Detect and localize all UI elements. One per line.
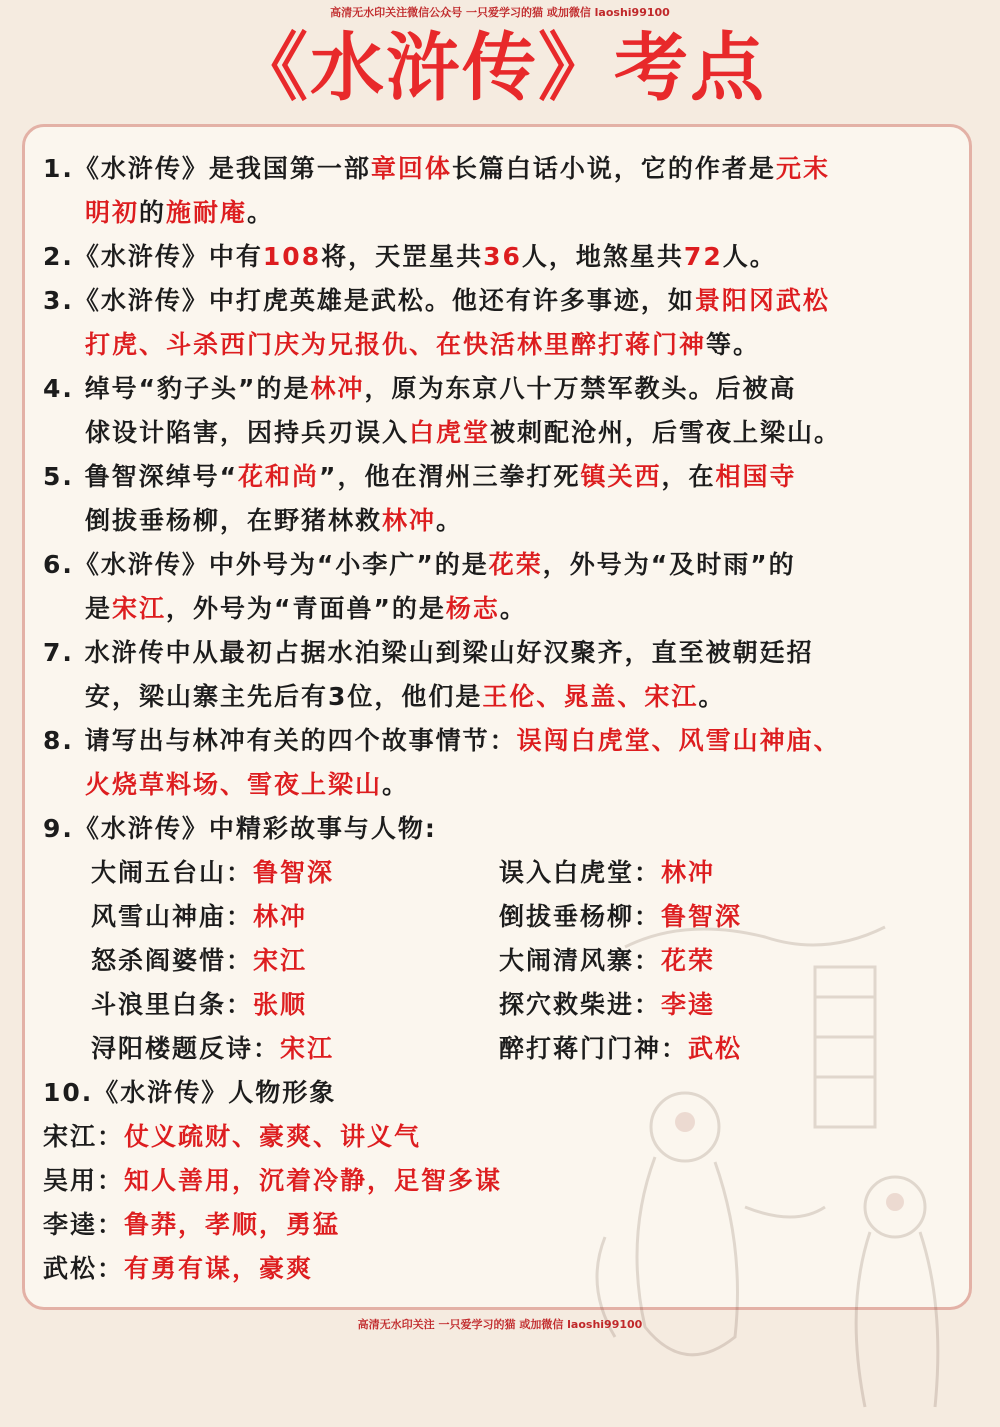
character-name: 李逵：	[43, 1210, 125, 1239]
highlighted-answer: 火烧草料场、雪夜上梁山	[85, 770, 383, 799]
point-text: 。	[499, 594, 527, 623]
story-cell-left	[91, 895, 307, 939]
point-text: 3.《水浒传》中打虎英雄是武松。他还有许多事迹，如	[43, 286, 695, 315]
trait-row	[25, 1159, 975, 1203]
character-name: 吴用：	[43, 1166, 125, 1195]
point-text: 7. 水浒传中从最初占据水泊梁山到梁山好汉聚齐，直至被朝廷招	[43, 638, 814, 667]
highlighted-answer: 元末	[775, 154, 830, 183]
highlighted-answer: 王伦、晁盖、宋江	[482, 682, 699, 711]
story-name: 倒拔垂杨柳：	[499, 902, 662, 931]
character-traits: 知人善用，沉着冷静，足智多谋	[124, 1166, 503, 1195]
highlighted-answer: 花荣	[488, 550, 543, 579]
story-cell-left	[91, 851, 334, 895]
exam-point-line	[25, 323, 975, 367]
story-cell-right	[499, 851, 715, 895]
exam-point-line	[25, 543, 975, 587]
point-text: 1.《水浒传》是我国第一部	[43, 154, 371, 183]
exam-point-item	[25, 367, 975, 455]
story-name: 怒杀阎婆惜：	[91, 946, 254, 975]
point-text: ，外号为“青面兽”的是	[166, 594, 446, 623]
exam-point-line	[25, 631, 975, 675]
point-text: 4. 绰号“豹子头”的是	[43, 374, 311, 403]
point-text: 。	[698, 682, 726, 711]
exam-point-line	[25, 499, 975, 543]
point-text: ，原为东京八十万禁军教头。后被高	[364, 374, 797, 403]
story-person: 武松	[688, 1034, 743, 1063]
exam-point-item	[25, 147, 975, 235]
page-title: 《水浒传》考点	[234, 25, 766, 111]
story-name: 探穴救柴进：	[499, 990, 662, 1019]
exam-point-line	[25, 587, 975, 631]
exam-point-line	[25, 367, 975, 411]
point-text: 5. 鲁智深绰号“	[43, 462, 239, 491]
point-text: 长篇白话小说，它的作者是	[451, 154, 776, 183]
trait-row	[25, 1203, 975, 1247]
story-row	[25, 851, 975, 895]
highlighted-answer: 林冲	[310, 374, 365, 403]
point-text: 被刺配沧州，后雪夜上梁山。	[490, 418, 842, 447]
highlighted-answer: 36	[483, 242, 522, 271]
story-cell-right	[499, 895, 742, 939]
story-person: 李逵	[661, 990, 716, 1019]
story-cell-right	[499, 983, 715, 1027]
traits-heading: 10.《水浒传》人物形象	[43, 1078, 337, 1107]
exam-point-item	[25, 807, 975, 851]
point-text: 2.《水浒传》中有	[43, 242, 263, 271]
story-person: 林冲	[661, 858, 716, 887]
exam-point-line	[25, 719, 975, 763]
exam-point-item	[25, 279, 975, 367]
story-person: 林冲	[253, 902, 308, 931]
exam-point-item	[25, 455, 975, 543]
story-name: 斗浪里白条：	[91, 990, 254, 1019]
character-name: 武松：	[43, 1254, 125, 1283]
stories-table	[25, 851, 975, 1071]
point-text: 。	[382, 770, 410, 799]
story-name: 风雪山神庙：	[91, 902, 254, 931]
story-row	[25, 983, 975, 1027]
exam-points-list	[25, 147, 975, 851]
highlighted-answer: 相国寺	[715, 462, 797, 491]
point-text: 俅设计陷害，因持兵刃误入	[85, 418, 410, 447]
story-cell-left	[91, 983, 307, 1027]
content	[25, 147, 975, 1291]
story-person: 张顺	[253, 990, 308, 1019]
exam-point-line	[25, 455, 975, 499]
point-text: ”，他在渭州三拳打死	[319, 462, 581, 491]
highlighted-answer: 林冲	[382, 506, 437, 535]
exam-point-item	[25, 719, 975, 807]
highlighted-answer: 白虎堂	[409, 418, 491, 447]
story-name: 醉打蒋门门神：	[499, 1034, 689, 1063]
point-text: 的	[139, 198, 167, 227]
exam-point-item	[25, 631, 975, 719]
story-person: 宋江	[280, 1034, 335, 1063]
story-name: 浔阳楼题反诗：	[91, 1034, 281, 1063]
story-person: 鲁智深	[253, 858, 335, 887]
character-traits-list	[25, 1115, 975, 1291]
point-text: 人，地煞星共	[521, 242, 684, 271]
highlighted-answer: 施耐庵	[166, 198, 248, 227]
point-text: 倒拔垂杨柳，在野猪林救	[85, 506, 383, 535]
point-text: 将，天罡星共	[321, 242, 484, 271]
point-text: 安，梁山寨主先后有3位，他们是	[85, 682, 483, 711]
story-cell-left	[91, 1027, 334, 1071]
point-text: ，外号为“及时雨”的	[542, 550, 796, 579]
point-text: 人。	[722, 242, 777, 271]
story-row	[25, 895, 975, 939]
story-person: 鲁智深	[661, 902, 743, 931]
exam-point-line	[25, 279, 975, 323]
story-name: 大闹五台山：	[91, 858, 254, 887]
trait-row	[25, 1115, 975, 1159]
highlighted-answer: 章回体	[370, 154, 452, 183]
character-traits: 鲁莽，孝顺，勇猛	[124, 1210, 341, 1239]
story-row	[25, 939, 975, 983]
point-text: 。	[247, 198, 275, 227]
exam-point-item	[25, 543, 975, 631]
highlighted-answer: 打虎、斗杀西门庆为兄报仇、在快活林里醉打蒋门神	[85, 330, 707, 359]
point-text: 等。	[706, 330, 761, 359]
story-cell-right	[499, 939, 715, 983]
exam-point-line	[25, 411, 975, 455]
character-name: 宋江：	[43, 1122, 125, 1151]
highlighted-answer: 明初	[85, 198, 140, 227]
exam-point-line	[25, 235, 975, 279]
exam-point-line	[25, 147, 975, 191]
point-text: 9.《水浒传》中精彩故事与人物:	[43, 814, 437, 843]
exam-point-line	[25, 191, 975, 235]
highlighted-answer: 花和尚	[238, 462, 320, 491]
story-cell-right	[499, 1027, 742, 1071]
watermark-top: 高清无水印关注微信公众号 一只爱学习的猫 或加微信 laoshi99100	[330, 6, 670, 19]
character-traits: 仗义疏财、豪爽、讲义气	[124, 1122, 422, 1151]
exam-point-item	[25, 235, 975, 279]
highlighted-answer: 镇关西	[580, 462, 662, 491]
exam-point-line	[25, 763, 975, 807]
story-cell-left	[91, 939, 307, 983]
highlighted-answer: 景阳冈武松	[694, 286, 830, 315]
point-text: 。	[436, 506, 464, 535]
point-text: 6.《水浒传》中外号为“小李广”的是	[43, 550, 489, 579]
story-person: 宋江	[253, 946, 308, 975]
point-text: 是	[85, 594, 113, 623]
character-traits: 有勇有谋，豪爽	[124, 1254, 314, 1283]
point-text: ，在	[661, 462, 716, 491]
highlighted-answer: 72	[683, 242, 723, 271]
highlighted-answer: 误闯白虎堂、风雪山神庙、	[516, 726, 841, 755]
story-row	[25, 1027, 975, 1071]
point-text: 8. 请写出与林冲有关的四个故事情节：	[43, 726, 517, 755]
content-panel	[22, 124, 972, 1310]
highlighted-answer: 宋江	[112, 594, 167, 623]
highlighted-answer: 108	[262, 242, 322, 271]
highlighted-answer: 杨志	[445, 594, 500, 623]
trait-row	[25, 1247, 975, 1291]
story-person: 花荣	[661, 946, 716, 975]
story-name: 大闹清风寨：	[499, 946, 662, 975]
exam-point-line	[25, 807, 975, 851]
exam-point-line	[25, 675, 975, 719]
watermark-bottom: 高清无水印关注 一只爱学习的猫 或加微信 laoshi99100	[357, 1318, 643, 1331]
story-name: 误入白虎堂：	[499, 858, 662, 887]
